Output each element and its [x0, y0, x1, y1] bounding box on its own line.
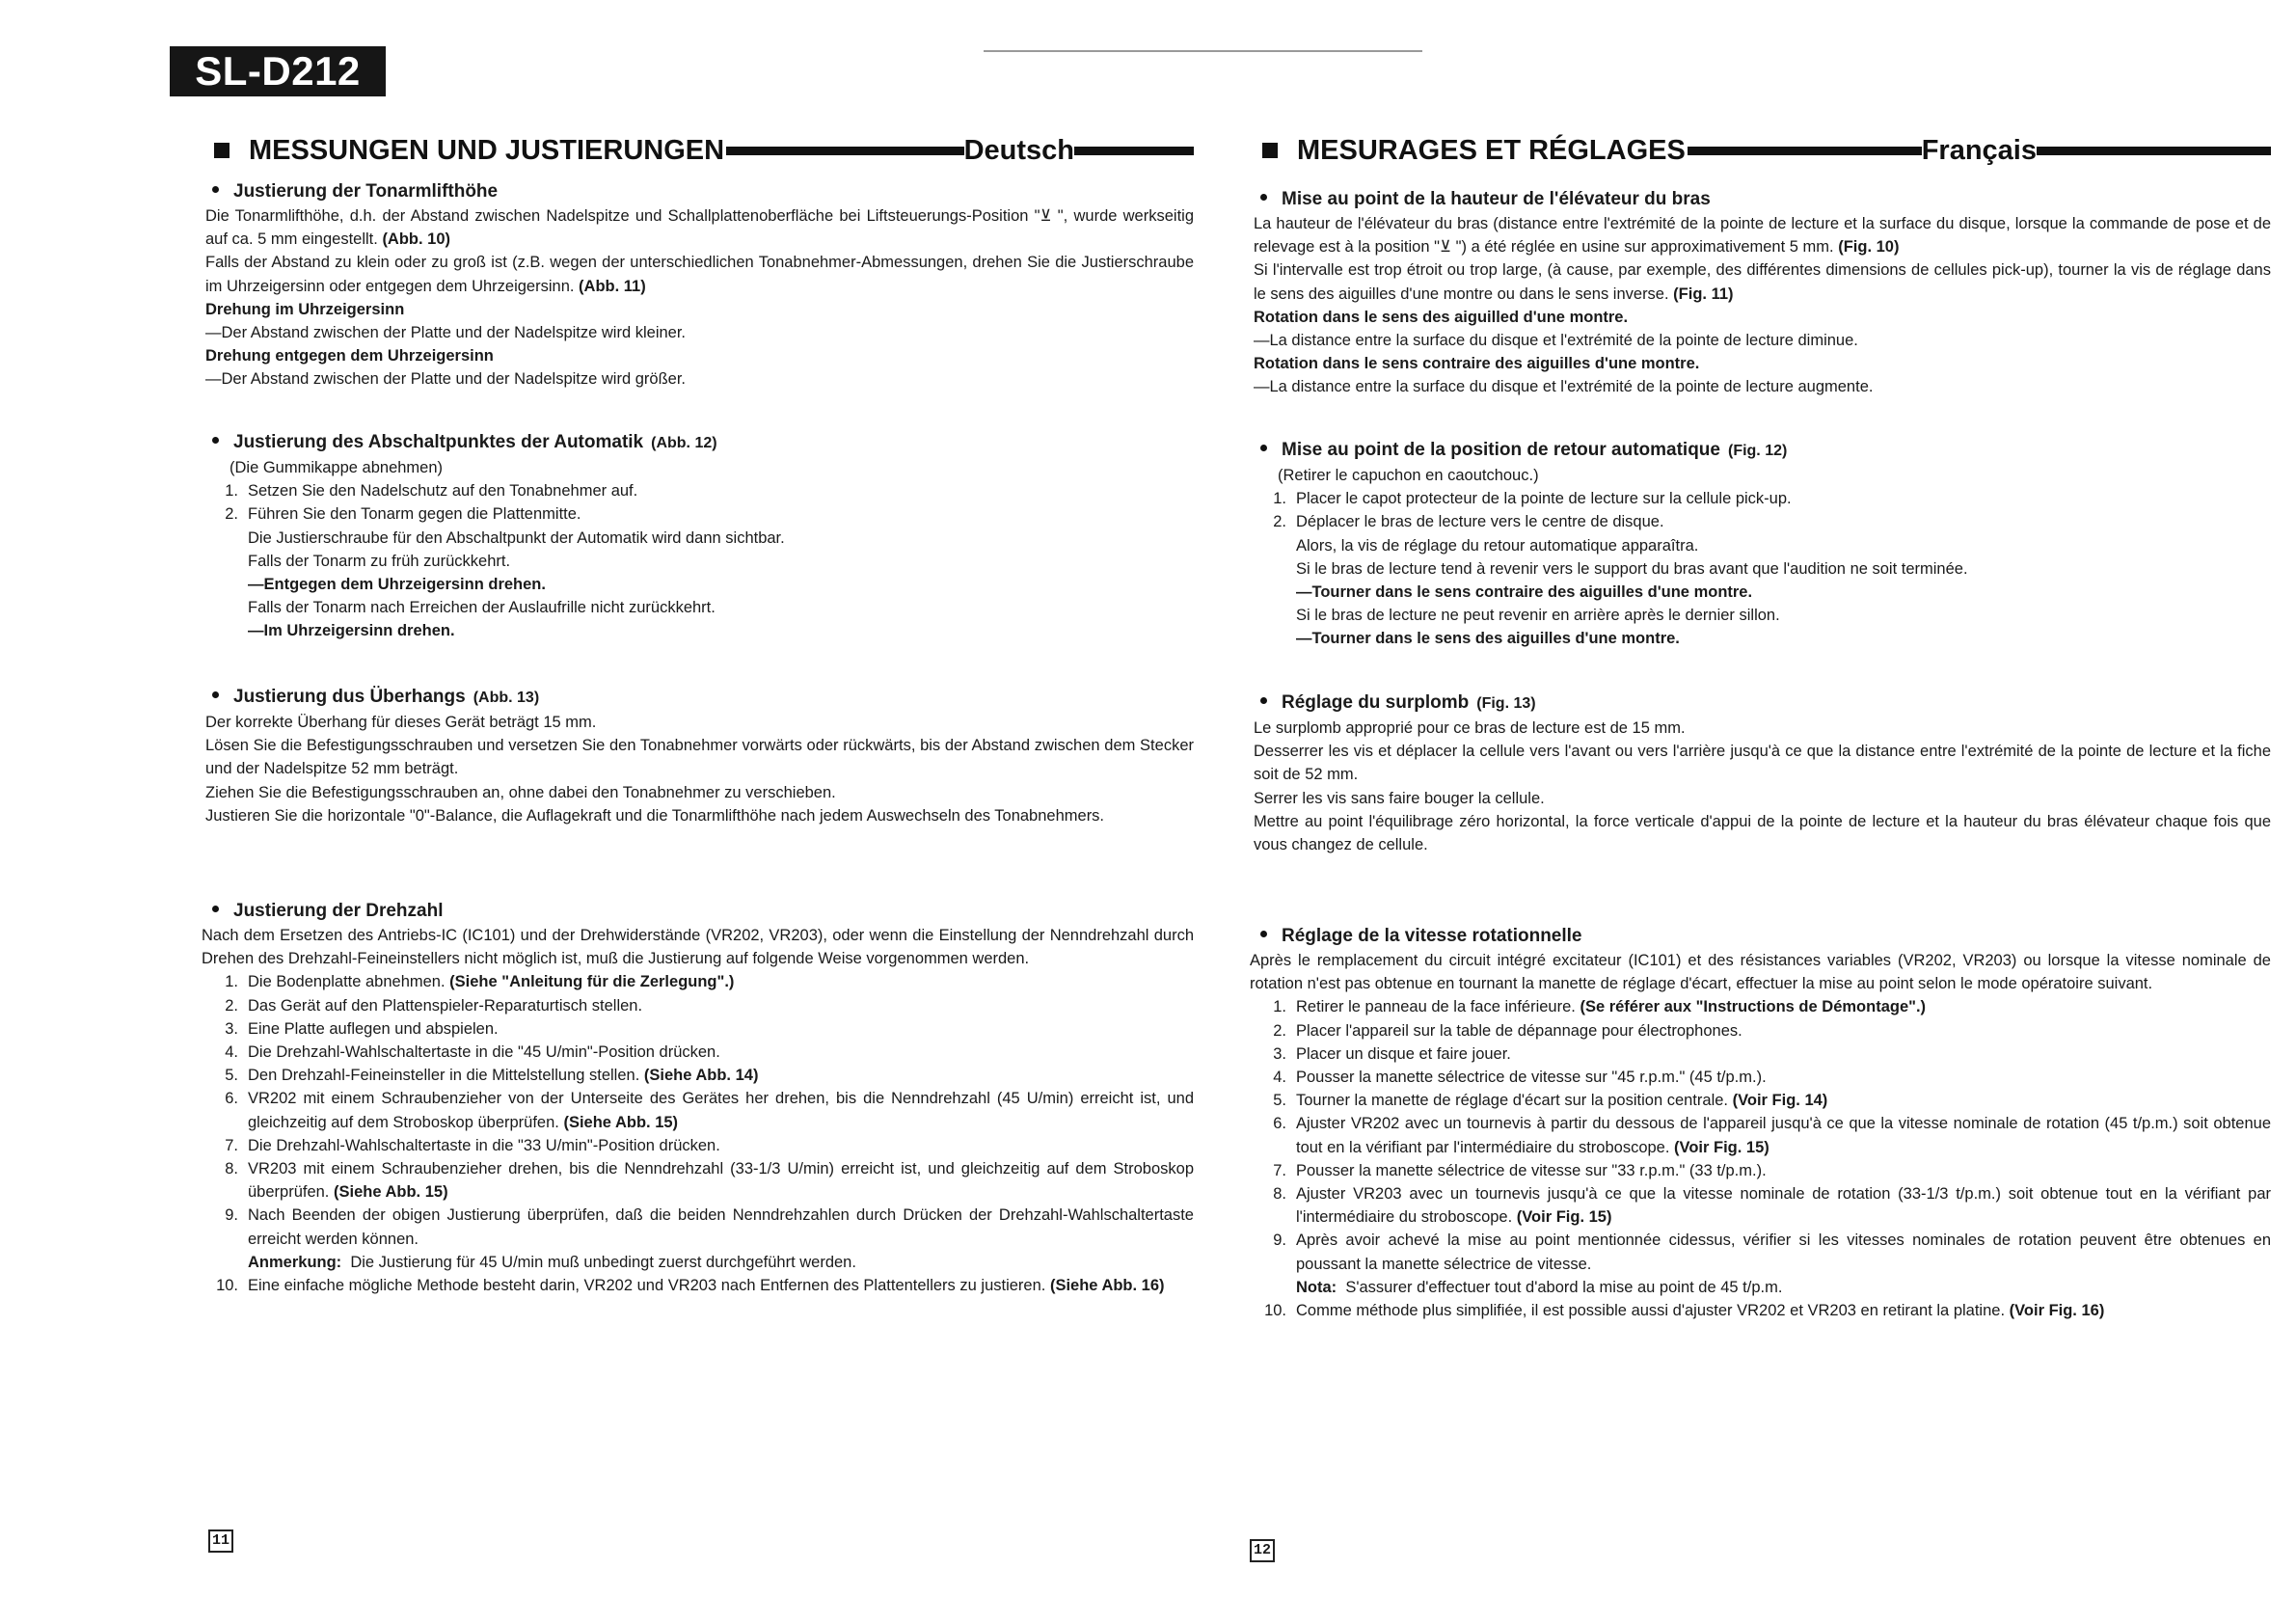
paragraph: Desserrer les vis et déplacer la cellule vers l'avant ou vers l'arrière jusqu'à ce que la distance entre l'extrémité de la pointe de lecture et la fiche soit de 52 mm. [1254, 743, 2271, 784]
paragraph [1254, 212, 2271, 258]
section-heading [1260, 438, 2271, 464]
step-number: 9. [225, 1206, 238, 1225]
list-item [1254, 995, 2271, 1018]
paragraph: Lösen Sie die Befestigungsschrauben und versetzen Sie den Tonabnehmer vorwärts oder rückwärts, bis der Abstand zwischen dem Stecker und der Nadelspitze 52 mm beträgt. [205, 737, 1194, 778]
section-ueberhang [205, 685, 1194, 827]
paragraph [1254, 258, 2271, 305]
paragraph: —La distance entre la surface du disque et l'extrémité de la pointe de lecture augmente. [1254, 378, 1874, 396]
bullet-icon [212, 906, 219, 912]
paragraph: (Die Gummikappe abnehmen) [230, 459, 444, 476]
text: Si l'intervalle est trop étroit ou trop large, (à cause, par exemple, des différentes dimensions de cellules pick-up), tourner la vis de réglage dans le sens des aiguilles d'une montre ou dans le sens inverse. [1254, 261, 2271, 303]
figure-ref: (Abb. 12) [651, 435, 717, 451]
section-retour-automatique [1254, 438, 2271, 651]
model-badge: SL-D212 [170, 46, 386, 96]
figure-ref: (Abb. 11) [579, 277, 646, 295]
step-number: 1. [225, 973, 238, 991]
list-item [205, 1041, 1194, 1064]
text: La hauteur de l'élévateur du bras (distance entre l'extrémité de la pointe de lecture et la surface du disque, lorsque la commande de pose et de relevage est à la position " [1254, 215, 2271, 257]
bullet-icon [1260, 445, 1267, 451]
paragraph: Après le remplacement du circuit intégré excitateur (IC101) et des résistances variables (VR202, VR203) ou lorsque la vitesse nominale de rotation n'est pas obtenue en tournant la manette de réglage d'écart, effectuer la mise au point selon le mode opératoire suivant. [1250, 952, 2271, 993]
step-number: 9. [1273, 1232, 1286, 1250]
paragraph: —Im Uhrzeigersinn drehen. [248, 622, 455, 640]
text: ") a été réglée en usine sur approximativement 5 mm. [1451, 238, 1834, 257]
step-text: Eine einfache mögliche Methode besteht darin, VR202 und VR203 nach Entfernen des Plattentellers zu justieren. [248, 1277, 1046, 1295]
list-item [1254, 1229, 2271, 1275]
section-heading [212, 430, 1194, 456]
step-number: 10. [1264, 1302, 1286, 1320]
figure-ref: (Abb. 13) [473, 690, 540, 706]
figure-ref: (Fig. 12) [1727, 443, 1788, 459]
paragraph: Nach dem Ersetzen des Antriebs-IC (IC101) und der Drehwiderstände (VR202, VR203), oder wenn die Einstellung der Nenndrehzahl durch Drehen des Drehzahl-Feineinstellers nicht möglich ist, muß die Justierung auf folgende Weise vorgenommen werden. [202, 927, 1194, 968]
section-header-deutsch [214, 131, 1194, 170]
list-item [205, 1087, 1194, 1133]
step-text: Setzen Sie den Nadelschutz auf den Tonabnehmer auf. [248, 482, 638, 501]
figure-ref: (Fig. 11) [1673, 284, 1734, 303]
step-number: 7. [225, 1136, 238, 1154]
text: Die Tonarmlifthöhe, d.h. der Abstand zwischen Nadelspitze und Schallplattenoberfläche bei Liftsteuerungs-Position " [205, 207, 1040, 225]
step-number: 8. [1273, 1185, 1286, 1204]
step-number: 2. [1273, 513, 1286, 531]
section-title: Justierung dus Überhangs [233, 687, 466, 707]
step-text: Die Drehzahl-Wahlschaltertaste in die "33 U/min"-Position drücken. [248, 1136, 720, 1154]
square-bullet-icon [1262, 143, 1278, 158]
step-text: Pousser la manette sélectrice de vitesse sur "45 r.p.m." (45 t/p.m.). [1296, 1069, 1767, 1087]
section-title: Réglage du surplomb [1282, 692, 1470, 713]
figure-ref: (Siehe Abb. 14) [643, 1067, 759, 1085]
figure-ref: (Abb. 10) [382, 230, 451, 249]
step-list [205, 479, 1194, 526]
section-tonarmlift [205, 179, 1194, 392]
paragraph: —Tourner dans le sens des aiguilles d'une montre. [1296, 630, 1680, 648]
step-number: 5. [225, 1067, 238, 1085]
figure-ref: (Siehe Abb. 16) [1049, 1277, 1165, 1295]
figure-ref: (Fig. 13) [1476, 695, 1536, 712]
step-text: Après avoir achevé la mise au point mentionnée cidessus, vérifier si les vitesses nominales de rotation peuvent être obtenues en poussant la manette sélectrice de vitesse. [1296, 1232, 2271, 1273]
step-text: VR203 mit einem Schraubenzieher drehen, bis die Nenndrehzahl (33-1/3 U/min) erreicht ist, und gleichzeitig auf dem Stroboskop überprüfen. [248, 1160, 1194, 1202]
subheading: Drehung entgegen dem Uhrzeigersinn [205, 347, 494, 365]
paragraph: Si le bras de lecture tend à revenir vers le support du bras avant que l'audition ne soit terminée. [1296, 559, 1968, 578]
step-text: Die Bodenplatte abnehmen. [248, 973, 446, 991]
header-rule-tail [2037, 147, 2271, 155]
list-item [1254, 1019, 2271, 1042]
paragraph: Si le bras de lecture ne peut revenir en arrière après le dernier sillon. [1296, 607, 1780, 625]
section-vitesse [1250, 924, 2271, 1322]
step-text: Placer l'appareil sur la table de dépannage pour électrophones. [1296, 1021, 1742, 1040]
list-item [1254, 1159, 2271, 1182]
list-item [205, 1157, 1194, 1204]
figure-ref: (Voir Fig. 15) [1516, 1208, 1612, 1227]
header-rule [726, 147, 964, 155]
section-title: Justierung der Drehzahl [233, 901, 444, 921]
figure-ref: (Voir Fig. 16) [2009, 1302, 2105, 1320]
header-rule-tail [1074, 147, 1194, 155]
paragraph: Der korrekte Überhang für dieses Gerät beträgt 15 mm. [205, 714, 597, 731]
page-title: MESSUNGEN UND JUSTIERUNGEN [249, 134, 725, 166]
step-number: 5. [1273, 1092, 1286, 1110]
note-text: Die Justierung für 45 U/min muß unbedingt zuerst durchgeführt werden. [350, 1253, 856, 1271]
paragraph: Le surplomb approprié pour ce bras de lecture est de 15 mm. [1254, 719, 1686, 737]
list-item [1254, 1112, 2271, 1158]
section-title: Mise au point de la position de retour automatique [1282, 440, 1720, 460]
subheading: Drehung im Uhrzeigersinn [205, 300, 405, 318]
section-heading [212, 179, 1194, 204]
list-item [205, 1064, 1194, 1087]
note-label: Nota: [1296, 1278, 1337, 1296]
paragraph: Ziehen Sie die Befestigungsschrauben an, ohne dabei den Tonabnehmer zu verschieben. [205, 783, 836, 801]
figure-ref: (Siehe Abb. 15) [563, 1113, 679, 1131]
list-item [1254, 1299, 2271, 1322]
paragraph: —Tourner dans le sens contraire des aiguilles d'une montre. [1296, 583, 1753, 602]
bullet-icon [1260, 194, 1267, 201]
section-title: Justierung des Abschaltpunktes der Automatik [233, 432, 644, 452]
text: Falls der Abstand zu klein oder zu groß ist (z.B. wegen der unterschiedlichen Tonabnehmer-Abmessungen, drehen Sie die Justierschraube im Uhrzeigersinn oder entgegen dem Uhrzeigersinn. [205, 254, 1194, 295]
paragraph: (Retirer le capuchon en caoutchouc.) [1278, 467, 1539, 484]
square-bullet-icon [214, 143, 230, 158]
section-heading [1260, 187, 2271, 212]
step-number: 1. [1273, 998, 1286, 1016]
list-item [205, 1204, 1194, 1250]
section-heading [212, 685, 1194, 711]
step-number: 3. [1273, 1044, 1286, 1063]
list-item [205, 502, 1194, 526]
subheading: Rotation dans le sens contraire des aiguilles d'une montre. [1254, 355, 1700, 373]
step-text: Comme méthode plus simplifiée, il est possible aussi d'ajuster VR202 et VR203 en retirant la platine. [1296, 1302, 2006, 1320]
paragraph: Mettre au point l'équilibrage zéro horizontal, la force verticale d'appui de la pointe de lecture et la hauteur du bras élévateur chaque fois que vous changez de cellule. [1254, 812, 2271, 854]
paragraph: Serrer les vis sans faire bouger la cellule. [1254, 789, 1545, 807]
section-heading [1260, 690, 2271, 717]
subheading: Rotation dans le sens des aiguilled d'une montre. [1254, 308, 1629, 326]
paragraph: —Entgegen dem Uhrzeigersinn drehen. [248, 576, 546, 594]
list-item [1254, 1066, 2271, 1089]
step-text: Führen Sie den Tonarm gegen die Plattenmitte. [248, 505, 581, 524]
step-text: Das Gerät auf den Plattenspieler-Reparaturtisch stellen. [248, 996, 643, 1015]
page-number-right: 12 [1250, 1539, 1275, 1562]
column-deutsch [202, 131, 1194, 1295]
figure-ref: (Fig. 10) [1838, 238, 1900, 257]
section-title: Réglage de la vitesse rotationnelle [1282, 926, 1582, 946]
paragraph [205, 251, 1194, 297]
section-surplomb [1254, 690, 2271, 856]
list-item [205, 1134, 1194, 1157]
step-number: 1. [1273, 490, 1286, 508]
bullet-icon [212, 437, 219, 444]
bullet-icon [1260, 931, 1267, 937]
paragraph: Alors, la vis de réglage du retour automatique apparaîtra. [1296, 536, 1699, 555]
section-hauteur-elevateur [1254, 187, 2271, 399]
step-list [205, 970, 1194, 1297]
step-text: Déplacer le bras de lecture vers le centre de disque. [1296, 513, 1664, 531]
paragraph: Die Justierschraube für den Abschaltpunkt der Automatik wird dann sichtbar. [248, 528, 785, 547]
note-label: Anmerkung: [248, 1253, 342, 1271]
list-item [205, 970, 1194, 993]
lift-position-icon: ⊻ [1040, 207, 1052, 225]
step-number: 8. [225, 1160, 238, 1178]
step-text: Pousser la manette sélectrice de vitesse sur "33 r.p.m." (33 t/p.m.). [1296, 1161, 1767, 1179]
list-item [1254, 487, 2271, 510]
figure-ref: (Se référer aux "Instructions de Démontage".) [1580, 998, 1927, 1016]
paragraph: Falls der Tonarm zu früh zurückkehrt. [248, 552, 511, 570]
step-text: Eine Platte auflegen und abspielen. [248, 1019, 499, 1038]
top-rule [984, 50, 1422, 52]
step-list [1254, 995, 2271, 1322]
step-text: Ajuster VR203 avec un tournevis jusqu'à ce que la vitesse nominale de rotation (33-1/3 t/p.m.) soit obtenue tout en la vérifiant par l'intermédiaire du stroboscope. [1296, 1185, 2271, 1227]
figure-ref: (Voir Fig. 15) [1674, 1138, 1769, 1156]
list-item [205, 994, 1194, 1017]
list-item [1254, 1276, 2271, 1299]
step-number: 2. [1273, 1021, 1286, 1040]
note-text: S'assurer d'effectuer tout d'abord la mise au point de 45 t/p.m. [1345, 1278, 1783, 1296]
section-header-francais [1262, 131, 2271, 170]
step-number: 6. [1273, 1115, 1286, 1133]
paragraph [205, 204, 1194, 251]
section-heading [1260, 924, 2271, 949]
section-drehzahl [202, 899, 1194, 1297]
text: ", [1051, 207, 1068, 225]
bullet-icon [212, 186, 219, 193]
page-title: MESURAGES ET RÉGLAGES [1297, 134, 1686, 166]
paragraph: —Der Abstand zwischen der Platte und der Nadelspitze wird kleiner. [205, 324, 687, 342]
step-text: Ajuster VR202 avec un tournevis à partir du dessous de l'appareil jusqu'à ce que la vitesse nominale de rotation (45 t/p.m.) soit obtenue tout en la vérifiant par l'intermédiaire du stroboscope. [1296, 1115, 2271, 1156]
list-item [1254, 1182, 2271, 1229]
step-list [1254, 487, 2271, 533]
step-number: 2. [225, 505, 238, 524]
step-text: Den Drehzahl-Feineinsteller in die Mittelstellung stellen. [248, 1067, 640, 1085]
step-number: 2. [225, 996, 238, 1015]
section-abschaltpunkt [205, 430, 1194, 643]
section-heading [212, 899, 1194, 924]
step-number: 3. [225, 1019, 238, 1038]
step-number: 4. [1273, 1069, 1286, 1087]
paragraph: Falls der Tonarm nach Erreichen der Auslaufrille nicht zurückkehrt. [248, 599, 716, 617]
paragraph: —La distance entre la surface du disque et l'extrémité de la pointe de lecture diminue. [1254, 332, 1858, 350]
step-text: Tourner la manette de réglage d'écart sur la position centrale. [1296, 1092, 1728, 1110]
step-text: Die Drehzahl-Wahlschaltertaste in die "45 U/min"-Position drücken. [248, 1043, 720, 1062]
bullet-icon [212, 691, 219, 698]
step-text: Placer un disque et faire jouer. [1296, 1044, 1511, 1063]
section-title: Mise au point de la hauteur de l'élévateur du bras [1282, 189, 1711, 209]
step-number: 7. [1273, 1161, 1286, 1179]
bullet-icon [1260, 697, 1267, 704]
paragraph: Justieren Sie die horizontale "0"-Balance, die Auflagekraft und die Tonarmlifthöhe nach jedem Auswechseln des Tonabnehmers. [205, 806, 1105, 825]
list-item [205, 1017, 1194, 1041]
language-label: Deutsch [963, 134, 1074, 166]
figure-ref: (Voir Fig. 14) [1732, 1092, 1828, 1110]
lift-position-icon: ⊻ [1439, 238, 1452, 257]
step-text: Nach Beenden der obigen Justierung überprüfen, daß die beiden Nenndrehzahlen durch Drücken der Drehzahl-Wahlschaltertaste erreicht werden können. [248, 1206, 1194, 1248]
step-text: Retirer le panneau de la face inférieure. [1296, 998, 1576, 1016]
list-item [205, 1251, 1194, 1274]
step-number: 4. [225, 1043, 238, 1062]
section-title: Justierung der Tonarmlifthöhe [233, 181, 499, 202]
list-item [1254, 1042, 2271, 1066]
step-number: 1. [225, 482, 238, 501]
header-rule [1688, 147, 1922, 155]
step-number: 10. [216, 1277, 238, 1295]
page-number-left: 11 [208, 1529, 233, 1553]
figure-ref: (Siehe Abb. 15) [334, 1183, 448, 1202]
list-item [205, 1274, 1194, 1297]
language-label: Français [1921, 134, 2037, 166]
list-item [1254, 510, 2271, 533]
text: wurde werkseitig auf ca. 5 mm eingestellt. [205, 207, 1194, 249]
paragraph: —Der Abstand zwischen der Platte und der Nadelspitze wird größer. [205, 370, 686, 389]
step-number: 6. [225, 1090, 238, 1108]
column-francais [1250, 131, 2271, 1320]
step-text: VR202 mit einem Schraubenzieher von der Unterseite des Gerätes her drehen, bis die Nenndrehzahl (45 U/min) erreicht ist, und gleichzeitig auf dem Stroboskop überprüfen. [248, 1090, 1194, 1131]
list-item [205, 479, 1194, 502]
list-item [1254, 1089, 2271, 1112]
figure-ref: (Siehe "Anleitung für die Zerlegung".) [449, 973, 735, 991]
step-text: Placer le capot protecteur de la pointe de lecture sur la cellule pick-up. [1296, 490, 1792, 508]
